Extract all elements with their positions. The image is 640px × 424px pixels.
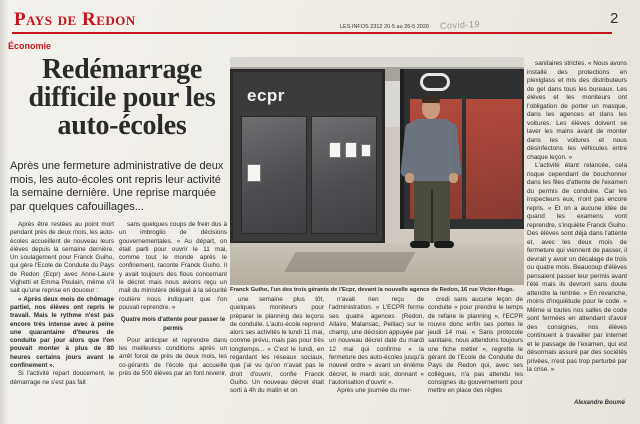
paper-title: Pays de Redon	[14, 9, 136, 30]
body-column-1	[10, 221, 114, 387]
paragraph: Après être restées au point mort pendant près de deux mois, les auto-écoles accueillent de nouveau leurs élèves depuis la semaine dernière. Un soulagement pour Franck Guiho, qui gère l'Ecole de Conduite du Pays de Redon (Ecpr) avec Anne-Laure Vighetti et Emma Poulain, même s'il sait qu'une reprise en douceur :	[10, 221, 114, 295]
paragraph: Après une journée du mer-	[337, 387, 412, 395]
paragraph: credi sans aucune leçon de conduite « pour prendre le temps de refaire le planning », l'ECPR rouvre donc enfin ses portes le jeudi 14 mai. « Sans protocole sanitaire, nous attendons toujours une fiche métier », regrette le gérant de l'Ecole de Conduite du Pays de Redon qui, avec ses collègues, n'a pas attendu les consignes du gouvernement pour mettre en place des règles	[428, 296, 523, 395]
person-hair	[422, 95, 440, 103]
door-notice	[361, 144, 371, 157]
body-column-4	[329, 296, 424, 396]
paragraph: sanitaires strictes. « Nous avons installé des protections en plexiglass et mis des distributeurs de gel dans tous les bureaux. Les élèves et les moniteurs ont l'obligation de porter un masque, dans les agences et dans les voitures. Les élèves doivent se laver les mains avant de monter dans les voitures et nous désinfectons les véhicules entre chaque leçon. »	[527, 60, 627, 161]
door-notice	[345, 142, 357, 158]
person-shoe	[410, 241, 430, 248]
paragraph: n'avait rien reçu de l'administration. » L'ECPR ferme ses quatre agences (Redon, Allaire, Malansac, Peillac) sur le champ, une décision appuyée par un nouveau décret daté du mardi 12 mai qui confirme « la fermeture des auto-écoles jusqu'à nouvel ordre » avant un énième décret, le mardi soir, donnant « l'autorisation d'ouvrir ».	[329, 296, 424, 386]
paragraph: sans quelques coups de frein dus à un imbroglio de décisions gouvernementales. « Au départ, on était parti pour ouvrir le 11 mai, comme tout le monde après le confinement, raconte Franck Guiho. Il y avait toujours des flous concernant le décret mais nous avions reçu un mail du ministère délégué à la sécurité routière nous indiquant que l'on pouvait reprendre. »	[119, 221, 227, 311]
headline: Redémarrage difficile pour les auto-écoles	[28, 54, 216, 141]
person-shoe	[434, 241, 454, 248]
person-hand	[405, 173, 414, 183]
body-column-3	[230, 296, 324, 396]
car-brand-logo	[420, 73, 450, 91]
byline: Alexandre Boumé	[574, 400, 626, 406]
body-column-5	[428, 296, 523, 396]
window-pane	[466, 99, 522, 219]
door-notice	[247, 164, 261, 182]
page-fold-shadow	[0, 0, 8, 424]
ground-shadow	[284, 252, 416, 272]
paragraph	[10, 296, 114, 371]
article-photo	[230, 57, 524, 285]
body-column-2	[119, 221, 227, 378]
paragraph: Pour anticiper et reprendre dans les meilleures conditions après un arrêt forcé de près de deux mois, les co-gérants de l'école qui accueille près de 500 élèves par an font revenir,	[119, 336, 227, 378]
edition-info: LES INFOS 2312 20-5 au 26-5 2020	[340, 24, 429, 30]
header-rule	[12, 32, 612, 34]
photo-caption: Franck Guiho, l'un des trois gérants de l'Ecpr, devant la nouvelle agence de Redon, 16 rue Victor-Hugo.	[230, 287, 515, 293]
storefront-left	[230, 69, 385, 244]
body-column-6	[527, 60, 627, 375]
door-notice	[329, 142, 341, 158]
window-pane	[311, 116, 377, 234]
person-torso	[410, 119, 452, 181]
paragraph: Si l'activité repart doucement, le démarrage ne s'est pas fait	[10, 370, 114, 386]
shop-logo: ecpr	[247, 86, 285, 105]
person-hand	[449, 173, 458, 183]
lede: Après une fermeture administrative de deux mois, les auto-écoles ont repris leur activité la semaine dernière. Une reprise marquée par quelques cafouillages...	[10, 160, 224, 213]
bleed-through-title: Covid-19	[439, 18, 481, 32]
page-number: 2	[610, 10, 619, 27]
quote: « Après deux mois de chômage partiel, nos élèves ont repris le travail. Mais le rythme n'est pas encore très intense avec à peine une quarantaine d'heures de conduite par jour alors que l'on pouvait monter à plus de 80 heures certains jours avant le confinement ».	[10, 295, 114, 370]
subheading: Quatre mois d'attente pour passer le permis	[120, 317, 226, 332]
paragraph: une semaine plus tôt, quelques moniteurs pour préparer le planning des leçons de conduite. L'auto-école reprend alors ses activités le lundi 11 mai, comme prévu, mais pas pour très longtemps... « C'est le lundi, en regardant les réseaux sociaux, que j'ai vu qu'on n'avait pas le droit d'ouvrir, confie Franck Guiho. Un nouveau décret était sorti à 4h du matin et on	[230, 296, 324, 395]
person-leg-gap	[431, 189, 433, 243]
paragraph: L'activité étant relancée, cela risque cependant de bouchonner dans les files d'attente de l'examen du permis de conduire. Car les inspecteurs eux, n'ont pas encore repris. « Et on a aucune idée de quand les examens vont reprendre, s'inquiète Franck Guiho. Des élèves sont déjà dans l'attente et, avec les deux mois de fermeture qui viennent de passer, il devrait y avoir un décalage de trois ou quatre mois. Beaucoup d'élèves pensaient passer leur permis avant l'été mais ils devront sans doute attendre la rentrée. » En revanche, moins d'inquiétude pour le code. « Même si toutes nos salles de code sont fermées en attendant d'avoir des consignes, nos élèves continuent à travailler par internet et le passage de l'examen, qui est désormais assuré par des sociétés privées, n'est pas trop perturbé par la crise. »	[527, 162, 627, 373]
section-label: Économie	[8, 41, 52, 51]
